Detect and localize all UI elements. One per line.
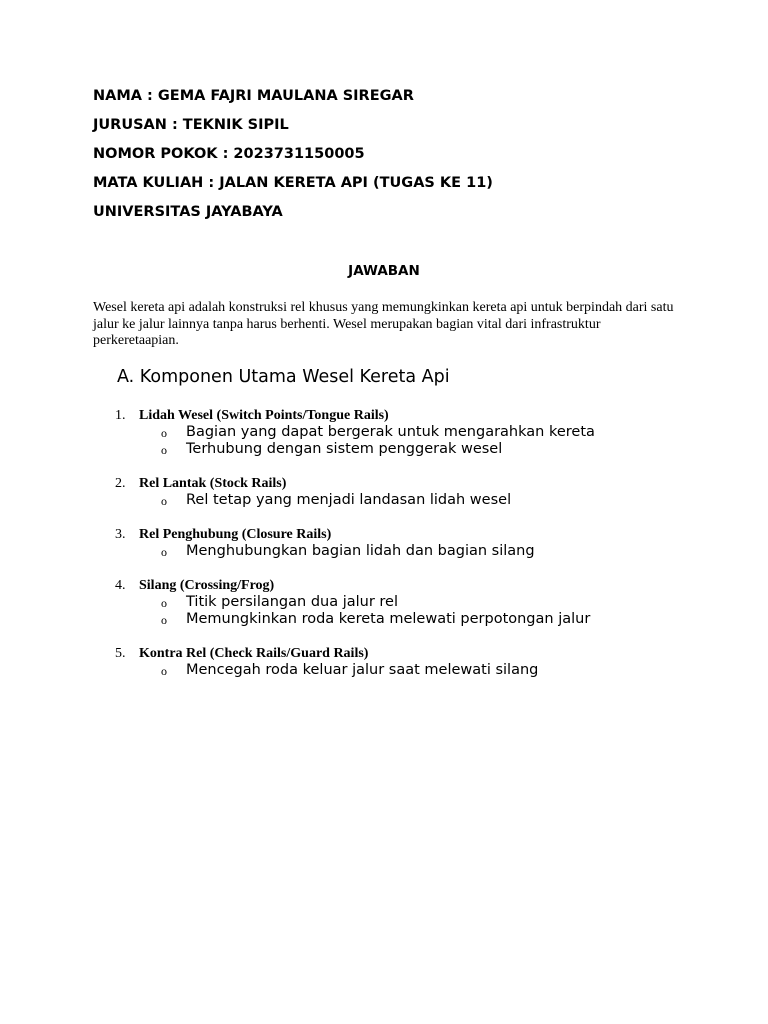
list-item-number: 5. <box>115 646 126 661</box>
intro-paragraph: Wesel kereta api adalah konstruksi rel khusus yang memungkinkan kereta api untuk berpindah dari satu jalur ke jalur lainnya tanpa harus berhenti. Wesel merupakan bagian vital dari infrastruktur perkeretaapian. <box>93 300 674 348</box>
list-item-title: Rel Lantak (Stock Rails) <box>139 476 287 491</box>
list-item-title: Rel Penghubung (Closure Rails) <box>139 527 332 542</box>
hollow-bullet-icon: o <box>161 664 167 678</box>
sub-point <box>0 543 768 560</box>
list-item-title: Silang (Crossing/Frog) <box>139 578 275 593</box>
sub-point <box>0 611 768 628</box>
answer-title: JAWABAN <box>348 263 420 279</box>
hollow-bullet-icon: o <box>161 443 167 457</box>
list-item-title: Lidah Wesel (Switch Points/Tongue Rails) <box>139 408 389 423</box>
sub-point-text: Menghubungkan bagian lidah dan bagian silang <box>186 543 535 559</box>
sub-point-text: Titik persilangan dua jalur rel <box>186 594 399 610</box>
university-name: UNIVERSITAS JAYABAYA <box>93 204 283 220</box>
section-heading: A. Komponen Utama Wesel Kereta Api <box>117 367 450 387</box>
course-name: MATA KULIAH : JALAN KERETA API (TUGAS KE 11) <box>93 175 493 191</box>
sub-point <box>0 492 768 509</box>
student-id: NOMOR POKOK : 2023731150005 <box>93 146 365 162</box>
sub-point-text: Terhubung dengan sistem penggerak wesel <box>186 441 503 457</box>
student-name: NAMA : GEMA FAJRI MAULANA SIREGAR <box>93 88 414 104</box>
hollow-bullet-icon: o <box>161 426 167 440</box>
sub-point-text: Mencegah roda keluar jalur saat melewati silang <box>186 662 539 678</box>
list-item-number: 1. <box>115 408 126 423</box>
sub-point <box>0 441 768 458</box>
sub-point <box>0 662 768 679</box>
hollow-bullet-icon: o <box>161 596 167 610</box>
student-major: JURUSAN : TEKNIK SIPIL <box>93 117 289 133</box>
hollow-bullet-icon: o <box>161 613 167 627</box>
list-item-number: 3. <box>115 527 126 542</box>
list-item-number: 4. <box>115 578 126 593</box>
hollow-bullet-icon: o <box>161 494 167 508</box>
sub-point-text: Memungkinkan roda kereta melewati perpotongan jalur <box>186 611 591 627</box>
list-item-title: Kontra Rel (Check Rails/Guard Rails) <box>139 646 369 661</box>
list-item-number: 2. <box>115 476 126 491</box>
sub-point-text: Bagian yang dapat bergerak untuk mengarahkan kereta <box>186 424 595 440</box>
sub-point <box>0 424 768 441</box>
sub-point-text: Rel tetap yang menjadi landasan lidah wesel <box>186 492 512 508</box>
student-info-block <box>93 86 693 231</box>
hollow-bullet-icon: o <box>161 545 167 559</box>
sub-point <box>0 594 768 611</box>
